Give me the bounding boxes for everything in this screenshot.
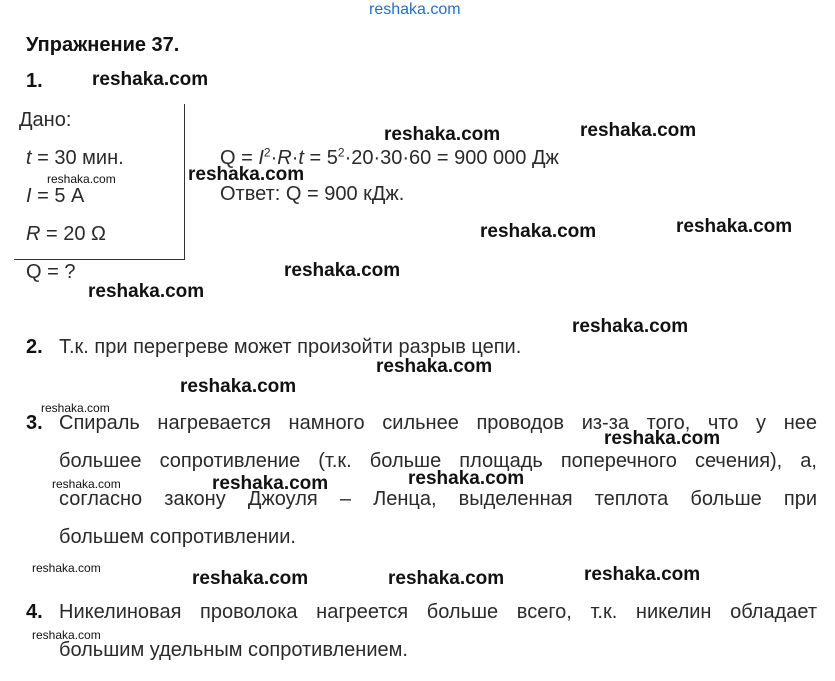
watermark: reshaka.com xyxy=(408,468,525,489)
watermark: reshaka.com xyxy=(212,473,329,494)
answer-4-line: большим удельным сопротивлением. xyxy=(59,639,408,661)
watermark: reshaka.com xyxy=(188,164,305,185)
top-watermark: reshaka.com xyxy=(369,1,461,18)
given-i: I = 5 А xyxy=(26,185,85,207)
answer-3-line: большем сопротивлении. xyxy=(59,526,296,548)
watermark: reshaka.com xyxy=(47,172,116,186)
watermark: reshaka.com xyxy=(676,216,793,237)
watermark: reshaka.com xyxy=(284,260,401,281)
item-number-1: 1. xyxy=(26,70,43,92)
solution-answer: Ответ: Q = 900 кДж. xyxy=(220,183,405,205)
watermark: reshaka.com xyxy=(388,568,505,589)
item-number-4: 4. xyxy=(26,601,43,623)
watermark: reshaka.com xyxy=(32,628,101,642)
watermark: reshaka.com xyxy=(192,568,309,589)
watermark: reshaka.com xyxy=(604,428,721,449)
given-t: t = 30 мин. xyxy=(26,147,124,169)
answer-3-line: большее сопротивление (т.к. больше площадь поперечного сечения), а, xyxy=(59,450,817,472)
answer-3-line: согласно закону Джоуля – Ленца, выделенная теплота больше при xyxy=(59,488,817,510)
watermark: reshaka.com xyxy=(580,120,697,141)
solution-formula: $Q = I^2\cdot R\cdot t = 5^2\cdot 20\cdot 30\cdot 60 = 900$ 000 Дж xyxy=(220,145,559,169)
watermark: reshaka.com xyxy=(480,221,597,242)
watermark: reshaka.com xyxy=(376,356,493,377)
watermark: reshaka.com xyxy=(88,281,205,302)
watermark: reshaka.com xyxy=(92,69,209,90)
watermark: reshaka.com xyxy=(41,401,110,415)
find-quantity: Q = ? xyxy=(26,261,76,283)
watermark: reshaka.com xyxy=(32,561,101,575)
page-title: Упражнение 37. xyxy=(26,34,180,56)
answer-2-text: Т.к. при перегреве может произойти разрыв цепи. xyxy=(59,336,522,358)
item-number-2: 2. xyxy=(26,336,43,358)
watermark: reshaka.com xyxy=(52,477,121,491)
watermark: reshaka.com xyxy=(180,376,297,397)
given-r: R = 20 Ω xyxy=(26,223,106,245)
item-number-3: 3. xyxy=(26,412,43,434)
given-label: Дано: xyxy=(19,109,72,131)
watermark: reshaka.com xyxy=(584,564,701,585)
answer-4-line: Никелиновая проволока нагреется больше всего, т.к. никелин обладает xyxy=(59,601,817,623)
watermark: reshaka.com xyxy=(572,316,689,337)
answer-3-line: Спираль нагревается намного сильнее проводов из-за того, что у нее xyxy=(59,412,817,434)
watermark: reshaka.com xyxy=(384,124,501,145)
